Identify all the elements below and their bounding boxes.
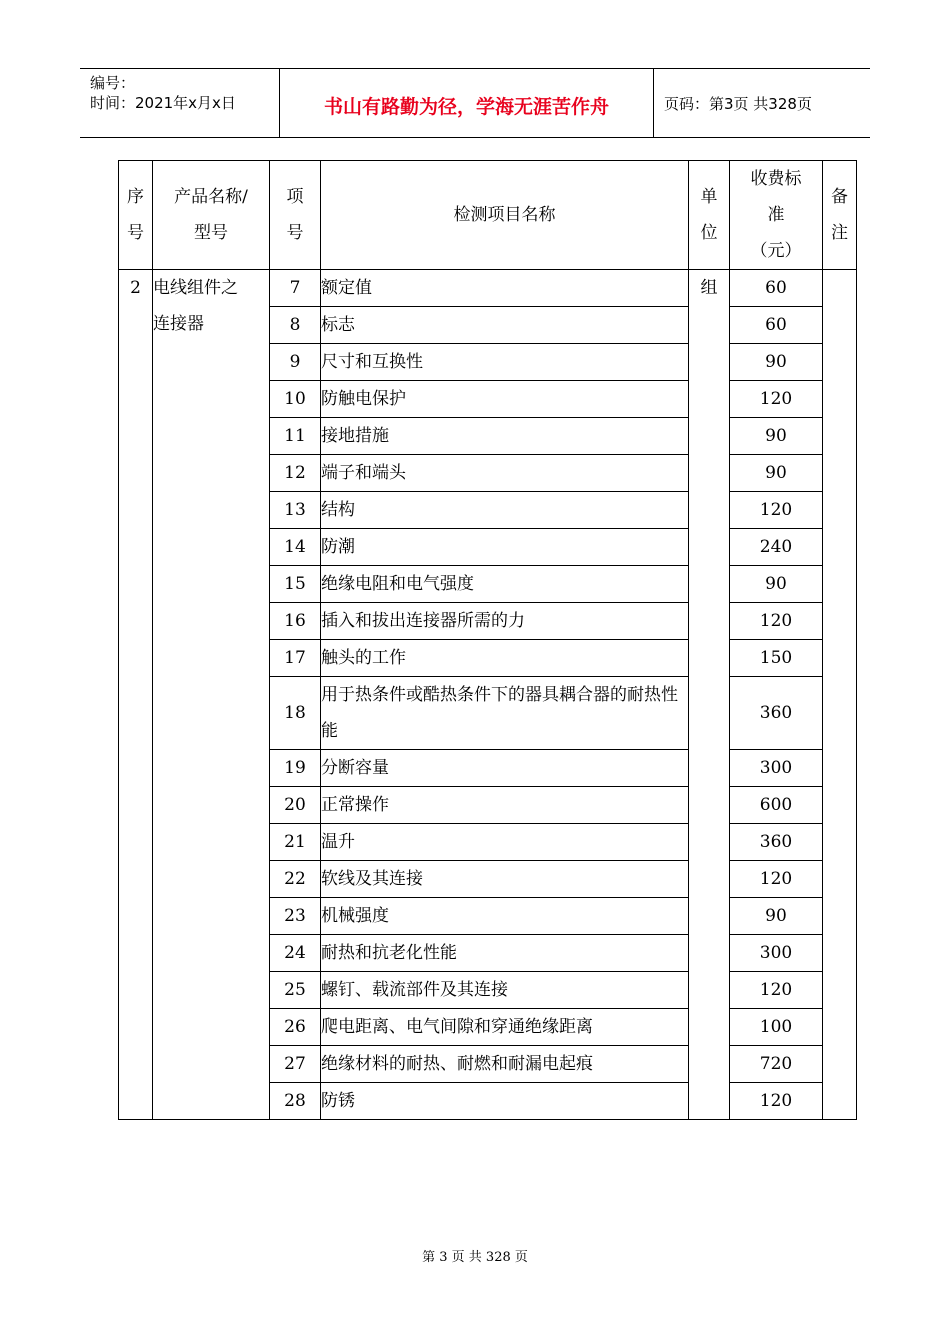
header-item-no: 项 号 xyxy=(270,161,321,270)
item-no-cell: 26 xyxy=(270,1009,321,1046)
header-motto: 书山有路勤为径，学海无涯苦作舟 xyxy=(280,69,654,137)
fee-cell: 120 xyxy=(730,381,823,418)
item-no-cell: 17 xyxy=(270,640,321,677)
fee-cell: 90 xyxy=(730,418,823,455)
item-name-cell: 耐热和抗老化性能 xyxy=(321,935,689,972)
header-remark: 备 注 xyxy=(823,161,857,270)
item-name-cell: 软线及其连接 xyxy=(321,861,689,898)
item-name-cell: 标志 xyxy=(321,307,689,344)
item-name-cell: 正常操作 xyxy=(321,787,689,824)
fee-cell: 90 xyxy=(730,344,823,381)
item-name-cell: 端子和端头 xyxy=(321,455,689,492)
group-remark-cell xyxy=(823,270,857,1120)
header-page-label: 页码：第3页 共328页 xyxy=(664,94,812,113)
fee-cell: 100 xyxy=(730,1009,823,1046)
item-no-cell: 23 xyxy=(270,898,321,935)
item-name-cell: 绝缘电阻和电气强度 xyxy=(321,566,689,603)
fee-cell: 720 xyxy=(730,1046,823,1083)
page-footer: 第 3 页 共 328 页 xyxy=(422,1250,528,1265)
fee-cell: 120 xyxy=(730,492,823,529)
item-no-cell: 12 xyxy=(270,455,321,492)
fee-cell: 120 xyxy=(730,861,823,898)
item-no-cell: 9 xyxy=(270,344,321,381)
number-label: 编号： xyxy=(90,74,136,92)
item-no-cell: 22 xyxy=(270,861,321,898)
item-no-cell: 21 xyxy=(270,824,321,861)
header-unit: 单 位 xyxy=(689,161,730,270)
item-name-cell: 额定值 xyxy=(321,270,689,307)
fee-cell: 300 xyxy=(730,750,823,787)
product-name-line: 连接器 xyxy=(153,314,204,334)
item-no-cell: 14 xyxy=(270,529,321,566)
group-seq-cell: 2 xyxy=(119,270,153,1120)
item-name-cell: 尺寸和互换性 xyxy=(321,344,689,381)
item-no-cell: 25 xyxy=(270,972,321,1009)
item-no-cell: 13 xyxy=(270,492,321,529)
item-name-cell: 分断容量 xyxy=(321,750,689,787)
fee-cell: 90 xyxy=(730,898,823,935)
header-seq: 序 号 xyxy=(119,161,153,270)
group-product-cell xyxy=(153,270,270,1120)
item-no-cell: 27 xyxy=(270,1046,321,1083)
product-name-line: 电线组件之 xyxy=(153,278,238,298)
time-label: 时间：2021年x月x日 xyxy=(90,94,236,112)
item-name-cell: 插入和拔出连接器所需的力 xyxy=(321,603,689,640)
page-header xyxy=(80,68,870,138)
item-no-cell: 8 xyxy=(270,307,321,344)
table-header-row xyxy=(119,161,857,270)
group-unit-cell: 组 xyxy=(689,270,730,1120)
item-no-cell: 16 xyxy=(270,603,321,640)
item-no-cell: 19 xyxy=(270,750,321,787)
item-name-cell: 结构 xyxy=(321,492,689,529)
table-body xyxy=(119,270,857,1120)
item-no-cell: 28 xyxy=(270,1083,321,1120)
table-row xyxy=(119,270,857,307)
item-name-cell: 防潮 xyxy=(321,529,689,566)
fee-cell: 90 xyxy=(730,566,823,603)
header-meta xyxy=(80,69,280,137)
fee-cell: 150 xyxy=(730,640,823,677)
fee-cell: 360 xyxy=(730,824,823,861)
item-no-cell: 24 xyxy=(270,935,321,972)
fee-cell: 120 xyxy=(730,1083,823,1120)
item-name-cell: 防触电保护 xyxy=(321,381,689,418)
item-name-cell: 防锈 xyxy=(321,1083,689,1120)
fee-cell: 600 xyxy=(730,787,823,824)
item-no-cell: 11 xyxy=(270,418,321,455)
item-name-cell: 用于热条件或酷热条件下的器具耦合器的耐热性能 xyxy=(321,677,689,750)
fee-cell: 120 xyxy=(730,972,823,1009)
item-no-cell: 18 xyxy=(270,677,321,750)
fee-cell: 360 xyxy=(730,677,823,750)
item-name-cell: 机械强度 xyxy=(321,898,689,935)
item-no-cell: 15 xyxy=(270,566,321,603)
item-name-cell: 螺钉、载流部件及其连接 xyxy=(321,972,689,1009)
item-name-cell: 触头的工作 xyxy=(321,640,689,677)
fee-cell: 240 xyxy=(730,529,823,566)
fee-table xyxy=(118,160,857,1120)
item-name-cell: 爬电距离、电气间隙和穿通绝缘距离 xyxy=(321,1009,689,1046)
fee-cell: 120 xyxy=(730,603,823,640)
fee-cell: 60 xyxy=(730,270,823,307)
item-no-cell: 7 xyxy=(270,270,321,307)
header-fee: 收费标 准 （元） xyxy=(730,161,823,270)
item-name-cell: 温升 xyxy=(321,824,689,861)
header-product: 产品名称/ 型号 xyxy=(153,161,270,270)
item-no-cell: 10 xyxy=(270,381,321,418)
header-item-name: 检测项目名称 xyxy=(321,161,689,270)
item-no-cell: 20 xyxy=(270,787,321,824)
fee-cell: 90 xyxy=(730,455,823,492)
fee-cell: 60 xyxy=(730,307,823,344)
item-name-cell: 接地措施 xyxy=(321,418,689,455)
item-name-cell: 绝缘材料的耐热、耐燃和耐漏电起痕 xyxy=(321,1046,689,1083)
fee-cell: 300 xyxy=(730,935,823,972)
